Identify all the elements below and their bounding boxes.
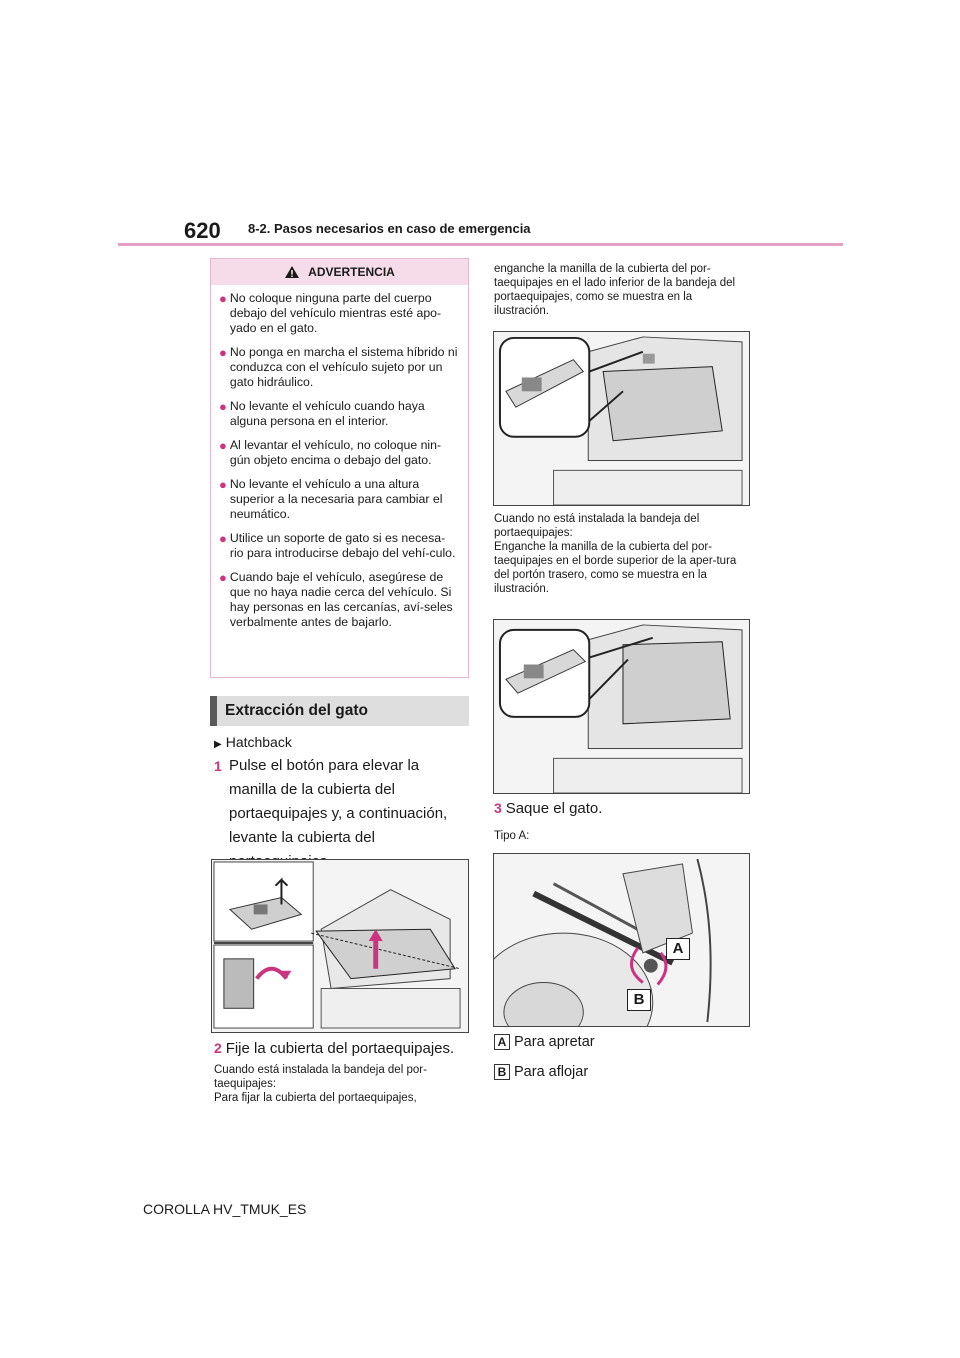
bullet-icon: ●	[219, 291, 227, 306]
footer-model-code: COROLLA HV_TMUK_ES	[143, 1201, 307, 1217]
triangle-right-icon: ▶	[214, 739, 222, 750]
bullet-icon: ●	[219, 477, 227, 492]
legend-b-box: B	[494, 1064, 510, 1080]
warning-list	[211, 285, 468, 630]
section-title: 8-2. Pasos necesarios en caso de emergencia	[248, 221, 531, 236]
note-with-tray: Cuando está instalada la bandeja del por-taequipajes: Para fijar la cubierta del portaequipajes,	[214, 1064, 427, 1104]
bullet-icon: ●	[219, 399, 227, 414]
warning-item: ● Utilice un soporte de gato si es necesa-rio para introducirse debajo del vehí-culo.	[219, 531, 456, 560]
header-rule	[118, 243, 843, 246]
warning-item: ● No coloque ninguna parte del cuerpo debajo del vehículo mientras esté apo-yado en el gato.	[219, 291, 442, 335]
warning-header	[211, 259, 468, 285]
callout-b: B	[627, 989, 651, 1011]
warning-triangle-icon	[284, 265, 300, 279]
type-a-label: Tipo A:	[494, 830, 530, 842]
bullet-icon: ●	[219, 438, 227, 453]
bullet-icon: ●	[219, 531, 227, 546]
variant-label: ▶ Hatchback	[214, 734, 292, 750]
warning-item: ● Cuando baje el vehículo, asegúrese de que no haya nadie cerca del vehículo. Si hay personas en las cercanías, aví-seles verbalmente antes de bajarlo.	[219, 570, 453, 629]
figure-cover-hatch-edge	[493, 619, 750, 794]
figure-jack-type-a	[493, 853, 750, 1027]
step-3: 3 Saque el gato.	[494, 800, 603, 817]
figure-cover-under-tray	[493, 331, 750, 506]
callout-a: A	[666, 938, 690, 960]
note-without-tray: Cuando no está instalada la bandeja del portaequipajes: Enganche la manilla de la cubierta del por-taequipajes en el borde superior de la aper-tura del portón trasero, como se muestra en la ilustración.	[494, 513, 737, 595]
step-1: 1 Pulse el botón para elevar la manilla de la cubierta del portaequipajes y, a continuación, levante la cubierta del	[214, 757, 448, 846]
warning-item: ● No levante el vehículo a una altura superior a la necesaria para cambiar el neumático.	[219, 477, 443, 521]
step-2: 2 Fije la cubierta del portaequipajes.	[214, 1040, 455, 1057]
warning-item: ● Al levantar el vehículo, no coloque nin-gún objeto encima o debajo del gato.	[219, 438, 442, 467]
legend-item-a: A Para apretar	[494, 1034, 595, 1050]
legend-item-b: B Para aflojar	[494, 1064, 588, 1080]
warning-title: ADVERTENCIA	[308, 265, 395, 279]
bullet-icon: ●	[219, 345, 227, 360]
legend-a-box: A	[494, 1034, 510, 1050]
bullet-icon: ●	[219, 570, 227, 585]
page-number: 620	[184, 218, 221, 243]
warning-item: ● No levante el vehículo cuando haya alguna persona en el interior.	[219, 399, 425, 428]
subheading-jack-removal: Extracción del gato	[210, 696, 469, 726]
note-with-tray-continued: enganche la manilla de la cubierta del por-taequipajes en el lado inferior de la bandeja del portaequipajes, como se muestra en la ilustración.	[494, 263, 736, 317]
warning-item: ● No ponga en marcha el sistema híbrido ni conduzca con el vehículo sujeto por un gato hidráulico.	[219, 345, 458, 389]
warning-box	[210, 258, 469, 678]
figure-raise-cover	[211, 859, 469, 1033]
